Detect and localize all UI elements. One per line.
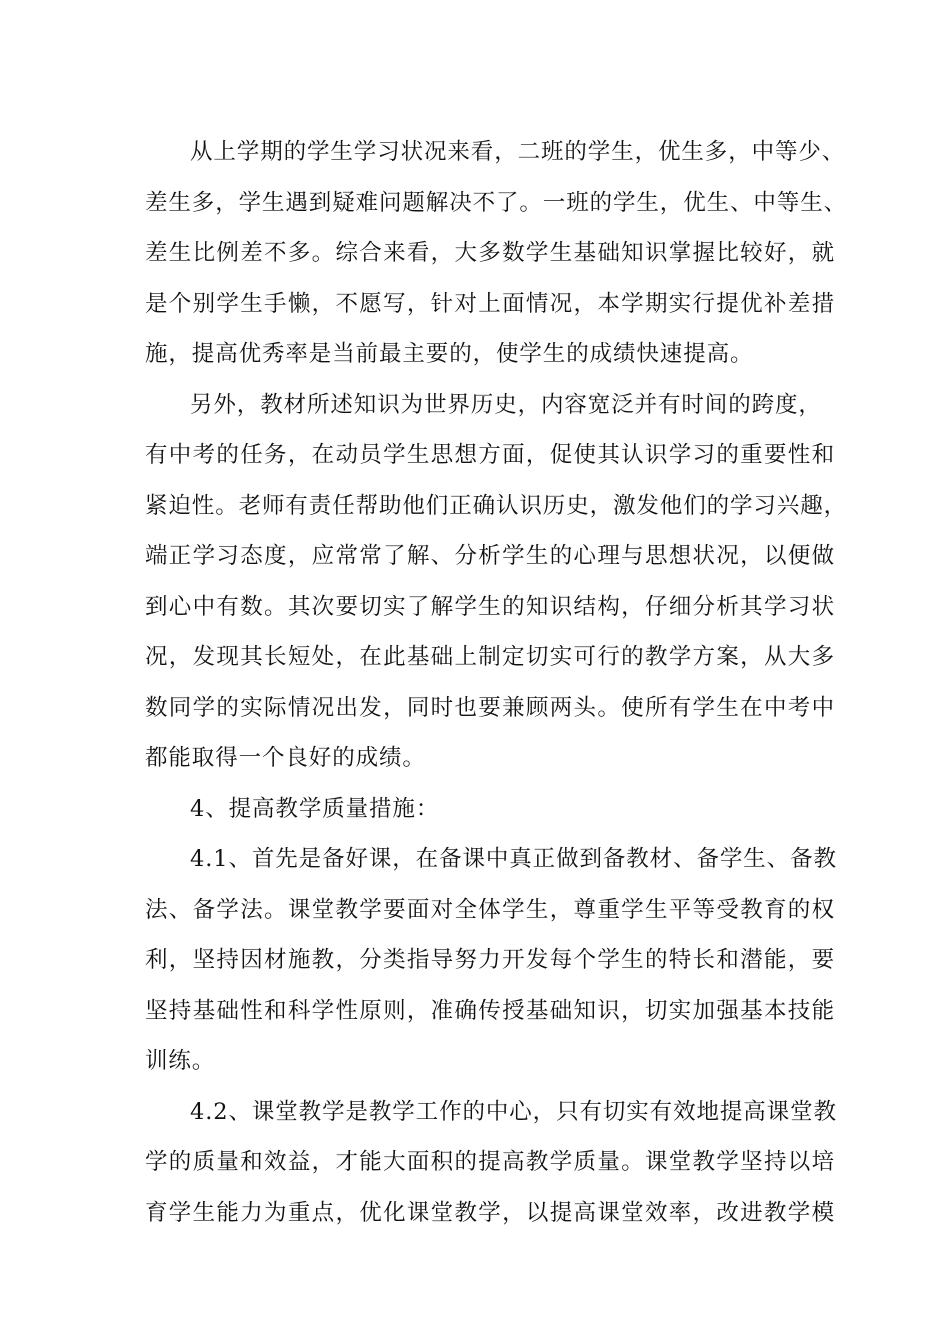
paragraph-line: 训练。 — [145, 1048, 216, 1074]
paragraph-line: 数同学的实际情况出发，同时也要兼顾两头。使所有学生在中考中 — [145, 694, 835, 721]
section-heading: 4、提高教学质量措施： — [190, 795, 440, 822]
paragraph-line: 紧迫性。老师有责任帮助他们正确认识历史，激发他们的学习兴趣， — [145, 492, 848, 519]
document-body — [145, 127, 848, 1238]
paragraph-line: 是个别学生手懒，不愿写，针对上面情况，本学期实行提优补差措 — [145, 290, 835, 317]
paragraph-line: 4.1、首先是备好课，在备课中真正做到备教材、备学生、备教 — [190, 846, 837, 872]
paragraph-line: 另外，教材所述知识为世界历史，内容宽泛并有时间的跨度， — [190, 391, 822, 418]
paragraph-line: 差生比例差不多。综合来看，大多数学生基础知识掌握比较好，就 — [145, 240, 835, 266]
paragraph-line: 有中考的任务，在动员学生思想方面，促使其认识学习的重要性和 — [145, 442, 835, 468]
paragraph-line: 端正学习态度，应常常了解、分析学生的心理与思想状况，以便做 — [145, 543, 835, 569]
paragraph-line: 4.2、课堂教学是教学工作的中心，只有切实有效地提高课堂教 — [190, 1098, 837, 1125]
paragraph-line: 育学生能力为重点，优化课堂教学，以提高课堂效率，改进教学模 — [145, 1199, 835, 1226]
paragraph-line: 差生多，学生遇到疑难问题解决不了。一班的学生，优生、中等生、 — [145, 189, 848, 216]
paragraph-line: 利，坚持因材施教，分类指导努力开发每个学生的特长和潜能，要 — [145, 947, 835, 973]
paragraph-line: 都能取得一个良好的成绩。 — [145, 745, 426, 771]
paragraph-line: 学的质量和效益，才能大面积的提高教学质量。课堂教学坚持以培 — [145, 1149, 835, 1175]
paragraph-line: 况，发现其长短处，在此基础上制定切实可行的教学方案，从大多 — [145, 644, 835, 670]
paragraph-line: 从上学期的学生学习状况来看，二班的学生，优生多，中等少、 — [190, 139, 846, 165]
paragraph-line: 坚持基础性和科学性原则，准确传授基础知识，切实加强基本技能 — [145, 997, 835, 1024]
paragraph-line: 到心中有数。其次要切实了解学生的知识结构，仔细分析其学习状 — [145, 593, 835, 620]
paragraph-line: 施，提高优秀率是当前最主要的，使学生的成绩快速提高。 — [145, 341, 754, 367]
paragraph-line: 法、备学法。课堂教学要面对全体学生，尊重学生平等受教育的权 — [145, 896, 835, 923]
